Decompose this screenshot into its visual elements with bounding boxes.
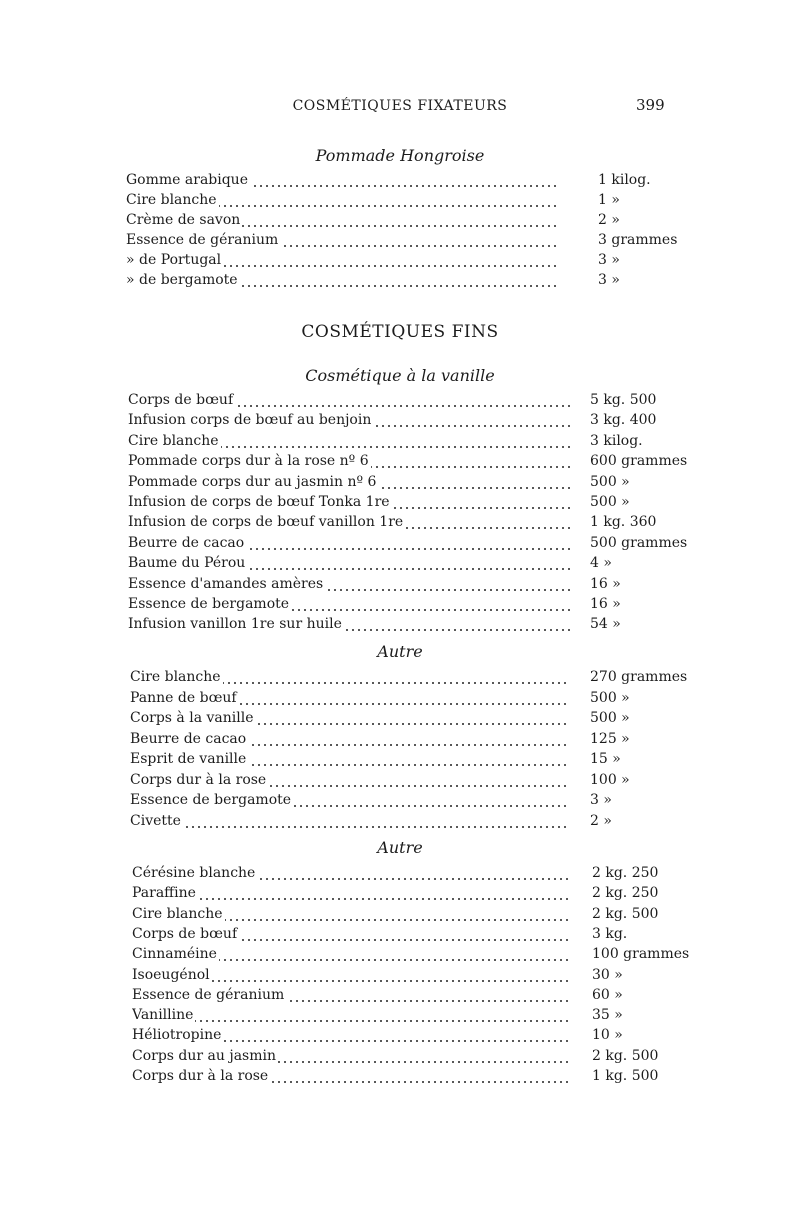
recipe-row <box>0 594 800 614</box>
ingredient-label: Essence de géranium <box>126 232 279 248</box>
ingredient-quantity: 2 » <box>590 812 612 829</box>
ingredient-quantity: 270 grammes <box>590 669 688 685</box>
ingredient-name <box>130 790 570 810</box>
recipe-row <box>0 1025 800 1045</box>
ingredient-name <box>126 250 558 270</box>
ingredient-label: Civette <box>130 812 181 829</box>
recipe-row <box>0 904 800 924</box>
ingredient-quantity: 16 » <box>590 596 621 612</box>
ingredient-label: Panne de bœuf <box>130 689 237 706</box>
recipe-row <box>0 553 800 573</box>
ingredient-quantity: 4 » <box>590 555 612 572</box>
ingredient-quantity: 30 » <box>592 966 623 983</box>
recipe-row <box>0 749 800 769</box>
ingredient-quantity: 2 kg. 500 <box>592 1047 659 1064</box>
recipe-row <box>0 410 800 430</box>
recipe-row <box>0 390 800 410</box>
ingredient-name <box>128 574 570 594</box>
recipe-row <box>0 924 800 944</box>
ingredient-name <box>132 985 572 1005</box>
ingredient-quantity: 2 kg. 250 <box>592 865 659 881</box>
ingredient-quantity: 500 » <box>590 473 630 490</box>
recipe-row <box>0 708 800 728</box>
ingredient-label: Cinnaméine <box>132 946 217 963</box>
ingredient-label: Gomme arabique <box>126 172 248 188</box>
ingredient-name <box>128 472 570 492</box>
recipe-row <box>0 770 800 790</box>
ingredient-quantity: 3 kilog. <box>590 432 643 449</box>
ingredient-name <box>132 1005 572 1025</box>
recipe-row <box>0 230 800 250</box>
ingredient-label: Infusion vanillon 1re sur huile <box>128 616 342 633</box>
recipe-row <box>0 250 800 270</box>
running-title: COSMÉTIQUES FIXATEURS <box>292 98 508 114</box>
ingredient-name <box>132 883 572 903</box>
ingredient-label: Baume du Pérou <box>128 555 246 572</box>
ingredient-label: Corps à la vanille <box>130 710 254 726</box>
ingredient-name <box>130 708 570 728</box>
ingredient-name <box>126 170 558 190</box>
ingredient-name <box>128 512 570 532</box>
ingredient-name <box>132 944 572 964</box>
ingredient-label: Infusion de corps de bœuf vanillon 1re <box>128 514 404 531</box>
recipe-row <box>0 985 800 1005</box>
ingredient-quantity: 2 kg. 500 <box>592 905 659 922</box>
ingredient-quantity: 35 » <box>592 1007 623 1024</box>
ingredient-name <box>130 749 570 769</box>
ingredient-quantity: 100 grammes <box>592 946 690 963</box>
ingredient-label: Corps dur à la rose <box>130 771 267 788</box>
recipe-row <box>0 667 800 687</box>
ingredient-label: Corps de bœuf <box>132 925 238 942</box>
ingredient-label: Corps dur au jasmin <box>132 1047 277 1064</box>
ingredient-quantity: 500 » <box>590 710 630 726</box>
ingredient-quantity: 3 grammes <box>598 232 678 248</box>
ingredient-name <box>132 924 572 944</box>
ingredient-quantity: 2 » <box>598 212 620 228</box>
page-number: 399 <box>636 96 665 114</box>
ingredient-quantity: 3 » <box>598 252 620 268</box>
ingredient-name <box>132 1046 572 1066</box>
recipe-row <box>0 863 800 883</box>
recipe-row <box>0 944 800 964</box>
ingredient-label: Cérésine blanche <box>132 865 256 881</box>
ingredient-name <box>130 770 570 790</box>
ingredient-quantity: 1 » <box>598 192 620 208</box>
ingredient-label: Essence de bergamote <box>130 792 292 808</box>
ingredient-quantity: 15 » <box>590 751 621 767</box>
ingredient-name <box>128 553 570 573</box>
ingredient-label: Corps dur à la rose <box>132 1068 269 1084</box>
ingredient-label: Pommade corps dur à la rose nº 6 <box>128 453 369 470</box>
ingredient-quantity: 16 » <box>590 575 621 592</box>
section-heading: COSMÉTIQUES FINS <box>301 322 499 342</box>
recipe-row <box>0 688 800 708</box>
ingredient-name <box>126 190 558 210</box>
recipe-row <box>0 210 800 230</box>
recipe-row <box>0 472 800 492</box>
ingredient-quantity: 1 kg. 360 <box>590 514 657 531</box>
ingredient-name <box>130 688 570 708</box>
ingredient-label: Cire blanche <box>132 905 223 922</box>
ingredient-quantity: 1 kg. 500 <box>592 1068 659 1084</box>
ingredient-name <box>128 410 570 430</box>
ingredient-name <box>128 390 570 410</box>
ingredient-name <box>128 492 570 512</box>
ingredient-label: » de Portugal <box>126 252 222 268</box>
ingredient-quantity: 600 grammes <box>590 453 688 470</box>
ingredient-label: Infusion corps de bœuf au benjoin <box>128 412 372 429</box>
ingredient-label: Cire blanche <box>126 192 217 208</box>
recipe-row <box>0 451 800 471</box>
recipe-row <box>0 533 800 553</box>
recipe-row <box>0 965 800 985</box>
ingredient-label: Vanilline <box>132 1007 194 1024</box>
recipe-row <box>0 1046 800 1066</box>
ingredient-name <box>126 230 558 250</box>
ingredient-label: Beurre de cacao <box>130 730 247 747</box>
ingredient-quantity: 1 kilog. <box>598 172 651 188</box>
recipe-row <box>0 574 800 594</box>
recipe-row <box>0 190 800 210</box>
ingredient-quantity: 10 » <box>592 1027 623 1044</box>
ingredient-quantity: 54 » <box>590 616 621 633</box>
ingredient-name <box>132 904 572 924</box>
ingredient-label: Infusion de corps de bœuf Tonka 1re <box>128 494 390 510</box>
ingredient-label: Essence de géranium <box>132 986 285 1003</box>
ingredient-name <box>130 729 570 749</box>
ingredient-name <box>128 533 570 553</box>
ingredient-name <box>128 614 570 634</box>
recipe-row <box>0 270 800 290</box>
recipe-row <box>0 170 800 190</box>
recipe-row <box>0 729 800 749</box>
ingredient-name <box>128 451 570 471</box>
ingredient-quantity: 3 » <box>590 792 612 808</box>
ingredient-label: Beurre de cacao <box>128 534 245 551</box>
ingredient-label: Pommade corps dur au jasmin nº 6 <box>128 473 377 490</box>
ingredient-name <box>132 863 572 883</box>
ingredient-quantity: 3 kg. 400 <box>590 412 657 429</box>
ingredient-quantity: 500 » <box>590 689 630 706</box>
recipe-row <box>0 614 800 634</box>
ingredient-label: » de bergamote <box>126 272 238 288</box>
ingredient-label: Cire blanche <box>128 432 219 449</box>
ingredient-quantity: 2 kg. 250 <box>592 885 659 902</box>
ingredient-name <box>128 594 570 614</box>
ingredient-name <box>132 965 572 985</box>
ingredient-name <box>132 1025 572 1045</box>
ingredient-name <box>130 667 570 687</box>
recipe-row <box>0 431 800 451</box>
ingredient-label: Crème de savon <box>126 212 241 228</box>
recipe-row <box>0 1066 800 1086</box>
ingredient-label: Essence d'amandes amères <box>128 575 324 592</box>
recipe-row <box>0 883 800 903</box>
ingredient-quantity: 3 » <box>598 272 620 288</box>
ingredient-name <box>132 1066 572 1086</box>
ingredient-quantity: 100 » <box>590 771 630 788</box>
ingredient-quantity: 3 kg. <box>592 925 628 942</box>
recipe-row <box>0 790 800 810</box>
ingredient-quantity: 125 » <box>590 730 630 747</box>
ingredient-label: Esprit de vanille <box>130 751 247 767</box>
ingredient-name <box>130 811 570 831</box>
recipe-title-cosmetique-vanille: Cosmétique à la vanille <box>305 366 495 385</box>
recipe-row <box>0 492 800 512</box>
ingredient-label: Corps de bœuf <box>128 392 234 408</box>
recipe-row <box>0 512 800 532</box>
recipe-title-autre: Autre <box>377 838 423 857</box>
ingredient-label: Cire blanche <box>130 669 221 685</box>
recipe-title-pommade-hongroise: Pommade Hongroise <box>315 146 485 165</box>
ingredient-label: Isoeugénol <box>132 966 210 983</box>
recipe-row <box>0 1005 800 1025</box>
ingredient-label: Héliotropine <box>132 1027 222 1044</box>
ingredient-quantity: 5 kg. 500 <box>590 392 657 408</box>
ingredient-quantity: 500 grammes <box>590 534 688 551</box>
ingredient-label: Paraffine <box>132 885 196 902</box>
ingredient-quantity: 500 » <box>590 494 630 510</box>
ingredient-label: Essence de bergamote <box>128 596 290 612</box>
ingredient-name <box>128 431 570 451</box>
ingredient-name <box>126 270 558 290</box>
recipe-row <box>0 811 800 831</box>
recipe-title-autre: Autre <box>377 642 423 661</box>
ingredient-quantity: 60 » <box>592 986 623 1003</box>
ingredient-name <box>126 210 558 230</box>
